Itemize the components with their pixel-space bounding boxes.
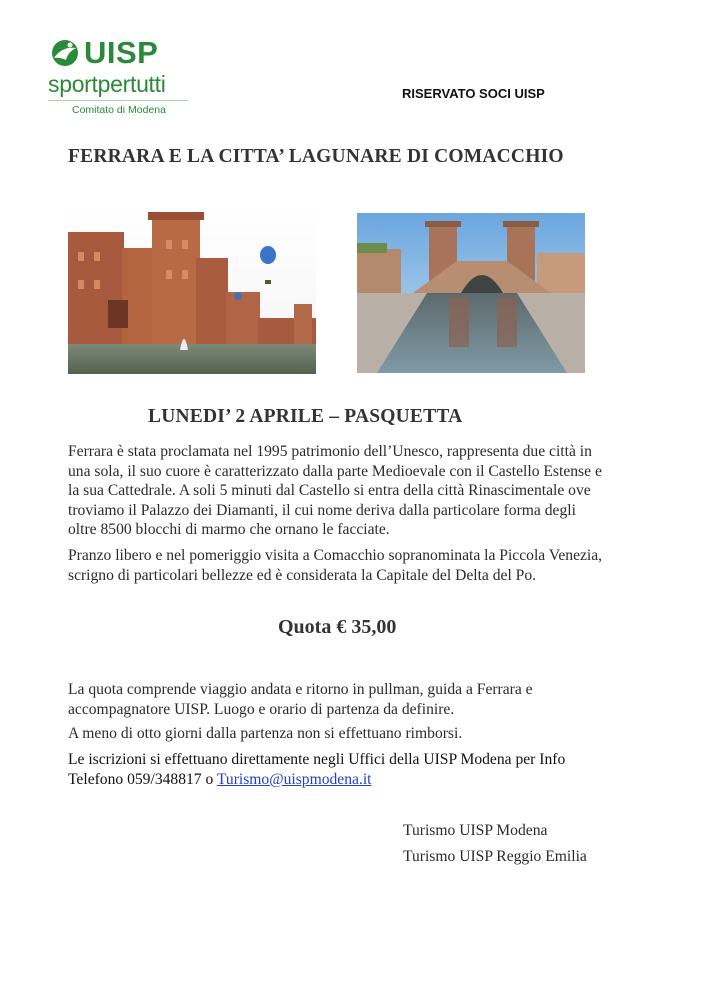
signature-modena: Turismo UISP Modena xyxy=(403,822,548,839)
paragraph-ferrara xyxy=(68,442,628,540)
text-line: La quota comprende viaggio andata e ritorno in pullman, guida a Ferrara e xyxy=(68,681,533,698)
paragraph-refunds: A meno di otto giorni dalla partenza non si effettuano rimborsi. xyxy=(68,725,463,742)
reserved-label: RISERVATO SOCI UISP xyxy=(402,86,545,101)
text-line: accompagnatore UISP. Luogo e orario di partenza da definire. xyxy=(68,700,455,718)
logo-tagline: sportpertutti xyxy=(48,71,166,97)
paragraph-registration xyxy=(68,750,628,789)
phone-text: Telefono 059/348817 o xyxy=(68,770,217,788)
text-line: Ferrara è stata proclamata nel 1995 patrimonio dell’Unesco, rappresenta due città in xyxy=(68,443,592,460)
photo-castello-estense xyxy=(68,200,316,374)
email-link[interactable]: Turismo@uispmodena.it xyxy=(216,770,372,788)
photo-trepponti-comacchio xyxy=(357,213,585,373)
text-line: la sua Cattedrale. A soli 5 minuti dal Castello si entra della città Rinascimentale ove xyxy=(68,482,591,500)
text-line: troviamo il Palazzo dei Diamanti, il cui nome deriva dalla particolare forma degli xyxy=(68,501,576,519)
text-line: Pranzo libero e nel pomeriggio visita a Comacchio sopranominata la Piccola Venezia, xyxy=(68,547,603,564)
text-line: scrigno di particolari bellezze ed è considerata la Capitale del Delta del Po. xyxy=(68,566,537,584)
runner-logo-icon xyxy=(48,38,82,68)
text-line: Le iscrizioni si effettuano direttamente negli Uffici della UISP Modena per Info xyxy=(68,751,566,768)
text-line: oltre 8500 blocchi di marmo che ornano le facciate. xyxy=(68,521,390,539)
text-line xyxy=(68,770,628,790)
signature-reggio-emilia: Turismo UISP Reggio Emilia xyxy=(403,848,587,865)
paragraph-includes xyxy=(68,680,628,719)
logo-committee: Comitato di Modena xyxy=(72,104,166,116)
logo-divider xyxy=(48,100,188,101)
page-title: FERRARA E LA CITTA’ LAGUNARE DI COMACCHIO xyxy=(68,146,564,167)
price-quota: Quota € 35,00 xyxy=(278,616,397,638)
logo-brand-text: UISP xyxy=(84,35,159,70)
event-date: LUNEDI’ 2 APRILE – PASQUETTA xyxy=(148,406,463,427)
paragraph-comacchio xyxy=(68,546,628,585)
uisp-logo xyxy=(48,35,198,122)
text-line: una sola, il suo cuore è caratterizzato dalla parte Medioevale con il Castello Estense e xyxy=(68,462,602,480)
